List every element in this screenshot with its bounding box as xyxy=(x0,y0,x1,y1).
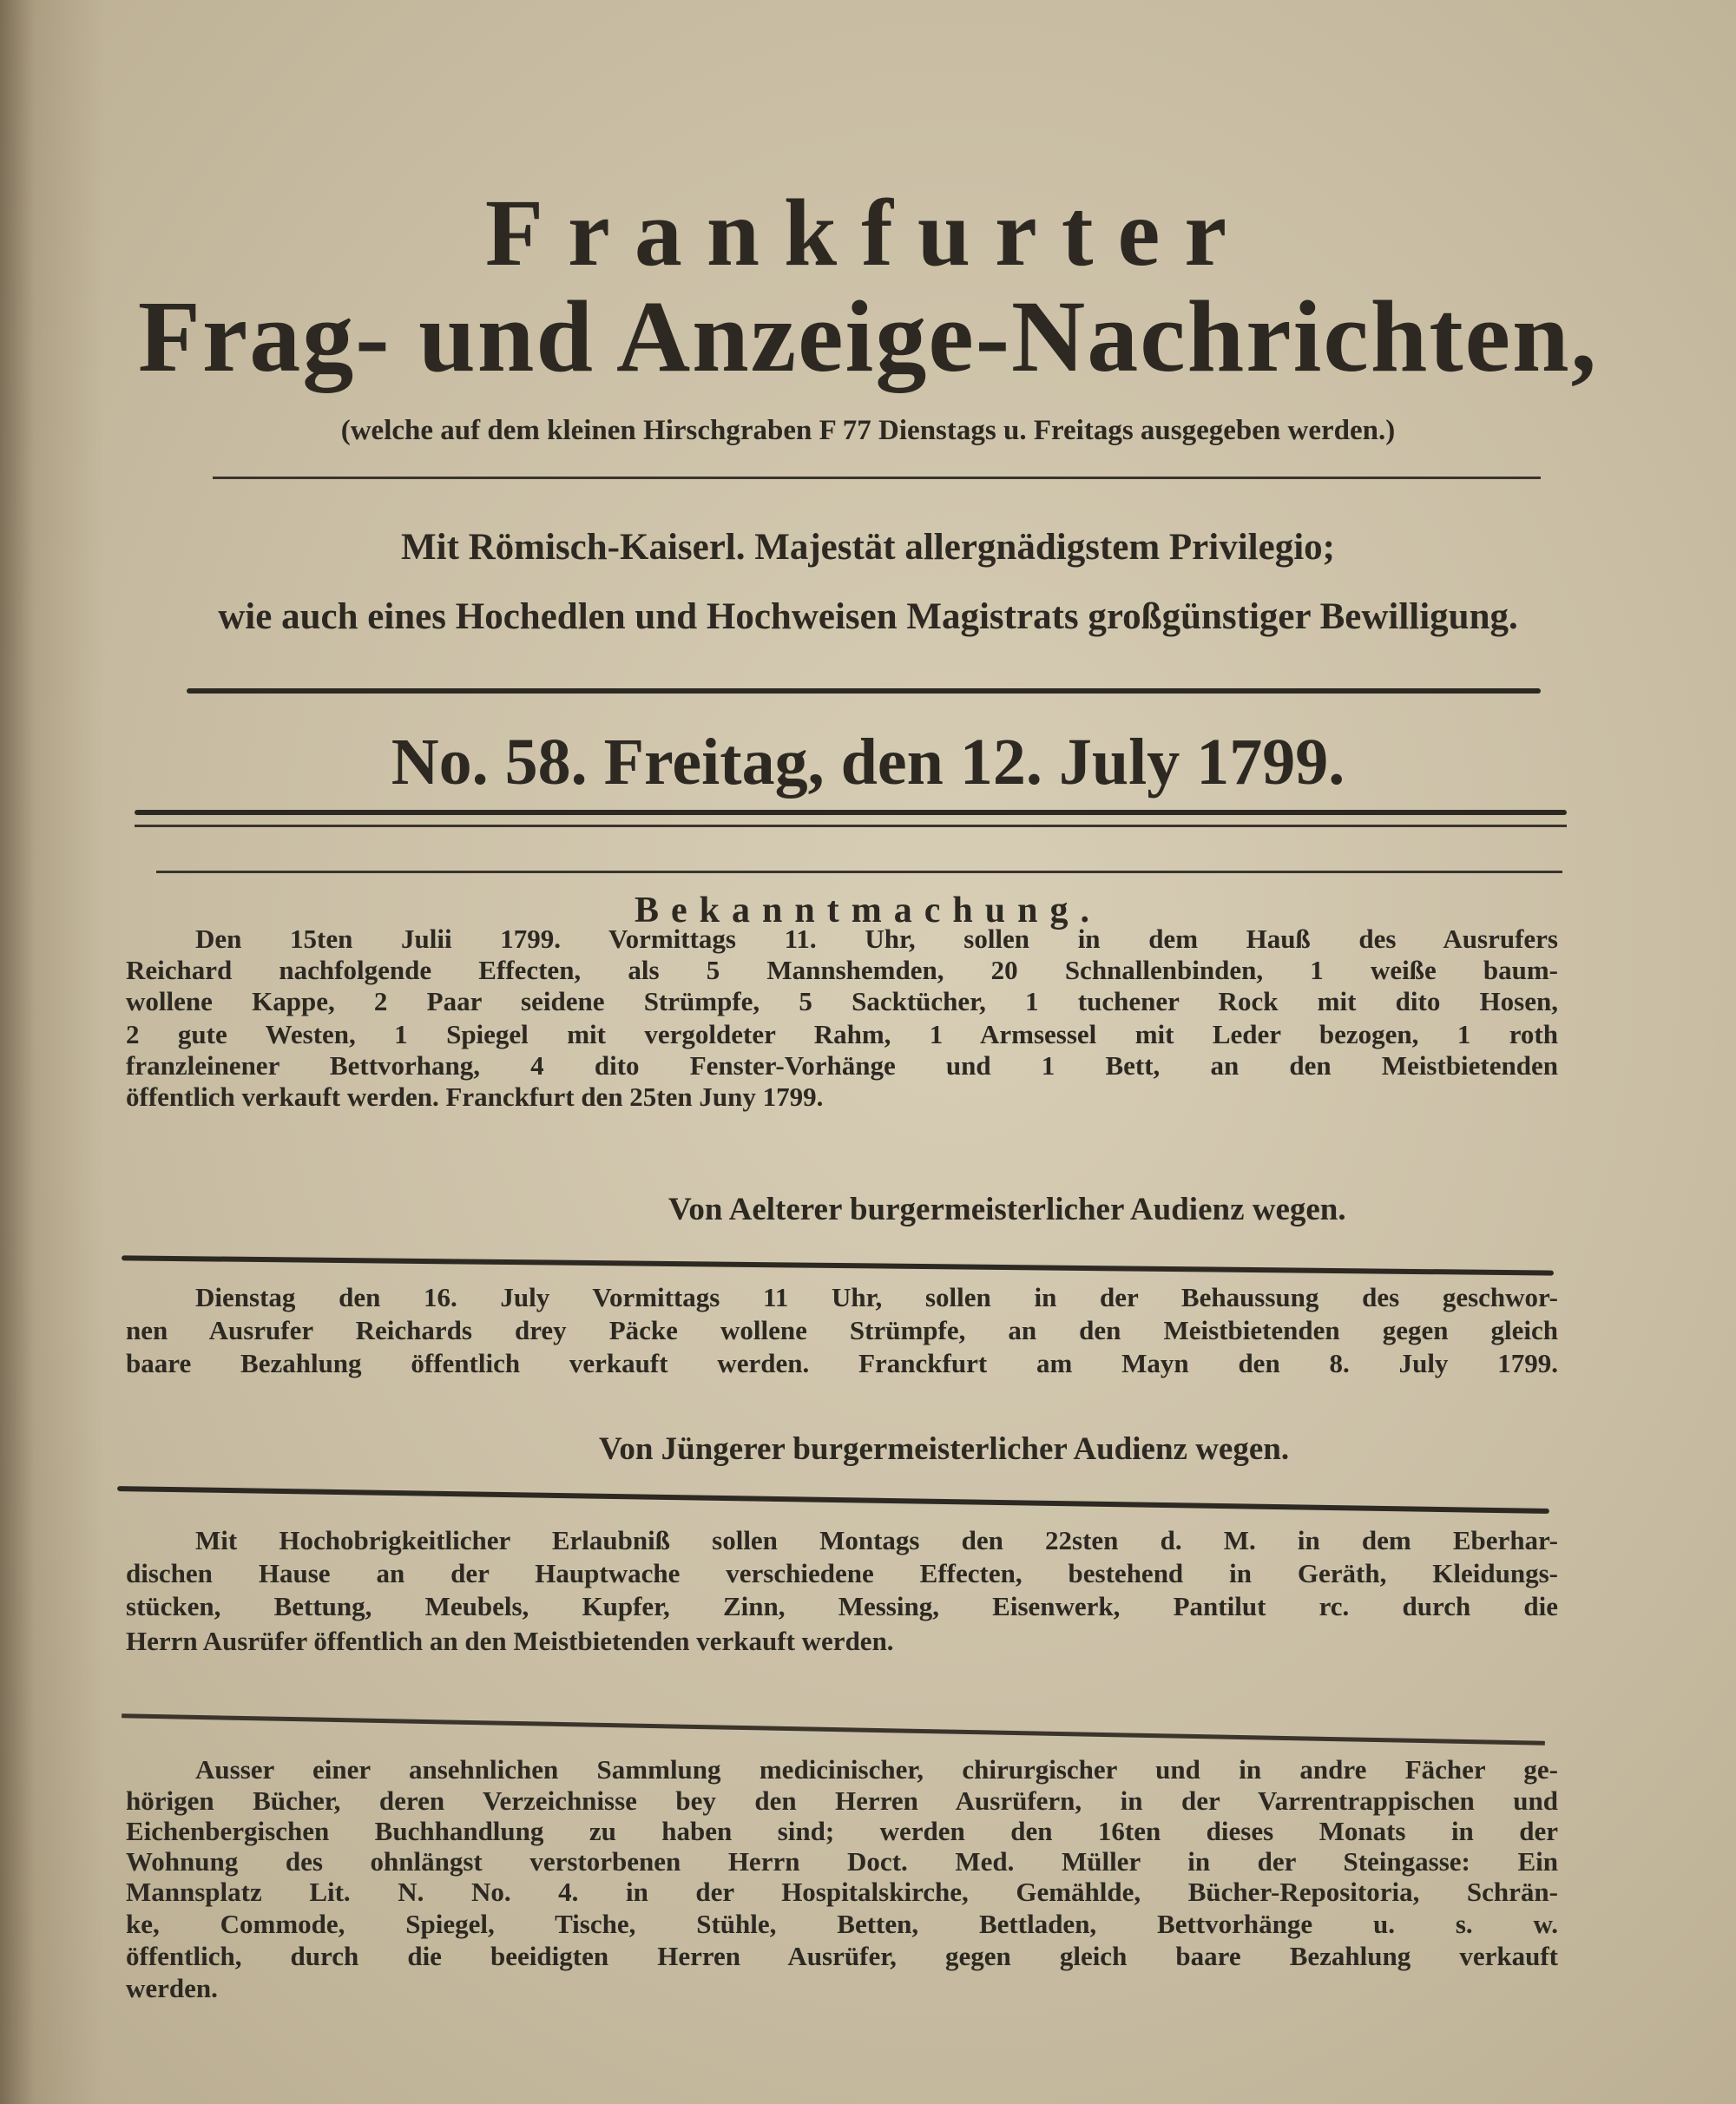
divider xyxy=(122,1255,1554,1275)
text-line: Eichenbergischen Buchhandlung zu haben sind; werden den 16ten dieses Monats in der xyxy=(126,1816,1558,1846)
divider xyxy=(213,477,1541,479)
masthead-title-line1: Frankfurter xyxy=(484,180,1252,286)
text-line: Mit Hochobrigkeitlicher Erlaubniß sollen Montags den 22sten d. M. in dem Eberhar- xyxy=(195,1525,1558,1555)
signature: Von Jüngerer burgermeisterlicher Audienz wegen. xyxy=(599,1431,1290,1467)
divider xyxy=(187,688,1541,694)
text-line: öffentlich verkauft werden. Franckfurt den 25ten Juny 1799. xyxy=(126,1082,824,1112)
text-line: Ausser einer ansehnlichen Sammlung medicinischer, chirurgischer und in andre Fächer ge- xyxy=(195,1754,1558,1785)
text-line: Den 15ten Julii 1799. Vormittags 11. Uhr, sollen in dem Hauß des Ausrufers xyxy=(195,924,1558,954)
divider xyxy=(156,871,1562,873)
text-line: stücken, Bettung, Meubels, Kupfer, Zinn, Messing, Eisenwerk, Pantilut rc. durch die xyxy=(126,1591,1558,1621)
text-line: Dienstag den 16. July Vormittags 11 Uhr, sollen in der Behaussung des geschwor- xyxy=(195,1282,1558,1312)
text-line: franzleinener Bettvorhang, 4 dito Fenster-Vorhänge und 1 Bett, an den Meistbietenden xyxy=(126,1050,1558,1081)
double-rule-bottom xyxy=(135,825,1567,827)
text-line: Herrn Ausrüfer öffentlich an den Meistbietenden verkauft werden. xyxy=(126,1626,894,1656)
text-line: baare Bezahlung öffentlich verkauft werden. Franckfurt am Mayn den 8. July 1799. xyxy=(126,1348,1558,1378)
text-line: Mannsplatz Lit. N. No. 4. in der Hospitalskirche, Gemählde, Bücher-Repositoria, Schrän- xyxy=(126,1877,1558,1907)
signature: Von Aelterer burgermeisterlicher Audienz wegen. xyxy=(668,1192,1346,1227)
text-line: ke, Commode, Spiegel, Tische, Stühle, Betten, Bettladen, Bettvorhänge u. s. w. xyxy=(126,1909,1558,1939)
masthead-title-line2: Frag- und Anzeige-Nachrichten, xyxy=(137,279,1599,393)
divider xyxy=(122,1713,1545,1745)
text-line: 2 gute Westen, 1 Spiegel mit vergoldeter Rahm, 1 Armsessel mit Leder bezogen, 1 roth xyxy=(126,1019,1558,1049)
issue-line: No. 58. Freitag, den 12. July 1799. xyxy=(391,726,1345,799)
text-line: werden. xyxy=(126,1973,218,2003)
masthead-subtitle: (welche auf dem kleinen Hirschgraben F 77 Dienstags u. Freitags ausgegeben werden.) xyxy=(340,415,1396,446)
text-line: wollene Kappe, 2 Paar seidene Strümpfe, 5 Sacktücher, 1 tuchener Rock mit dito Hosen, xyxy=(126,986,1558,1016)
text-line: hörigen Bücher, deren Verzeichnisse bey den Herren Ausrüfern, in der Varrentrappischen und xyxy=(126,1785,1558,1816)
section-heading: Bekanntmachung. xyxy=(635,891,1101,930)
text-line: öffentlich, durch die beeidigten Herren Ausrüfer, gegen gleich baare Bezahlung verkauft xyxy=(126,1941,1558,1971)
divider xyxy=(117,1486,1549,1514)
text-line: dischen Hause an der Hauptwache verschiedene Effecten, bestehend in Geräth, Kleidungs- xyxy=(126,1558,1558,1588)
privilege-line-1: Mit Römisch-Kaiserl. Majestät allergnädigstem Privilegio; xyxy=(401,527,1335,568)
text-line: nen Ausrufer Reichards drey Päcke wollene Strümpfe, an den Meistbietenden gegen gleich xyxy=(126,1315,1558,1345)
text-line: Wohnung des ohnlängst verstorbenen Herrn Doct. Med. Müller in der Steingasse: Ein xyxy=(126,1846,1558,1877)
text-line: Reichard nachfolgende Effecten, als 5 Mannshemden, 20 Schnallenbinden, 1 weiße baum- xyxy=(126,955,1558,985)
privilege-line-2: wie auch eines Hochedlen und Hochweisen Magistrats großgünstiger Bewilligung. xyxy=(218,596,1518,637)
double-rule-top xyxy=(135,810,1567,815)
